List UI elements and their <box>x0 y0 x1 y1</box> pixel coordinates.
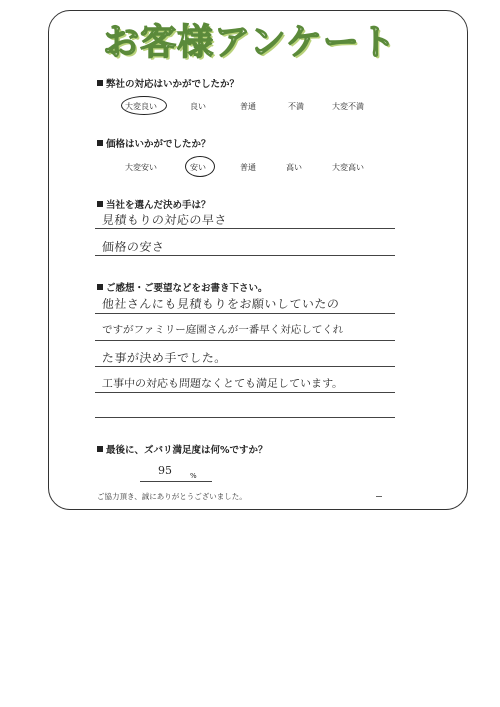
q1-option-dissatisfied[interactable]: 不満 <box>288 102 304 111</box>
q2-selected-circle <box>185 156 215 177</box>
satisfaction-rule <box>140 481 212 482</box>
bullet-square-icon <box>97 284 103 290</box>
answer-rule <box>95 392 395 393</box>
question-2-text: 価格はいかがでしたか？ <box>106 139 211 150</box>
q2-option-very-expensive[interactable]: 大変高い <box>332 163 364 172</box>
q2-option-normal[interactable]: 普通 <box>240 163 256 172</box>
q1-selected-circle <box>121 96 167 115</box>
q1-option-very-dissatisfied[interactable]: 大変不満 <box>332 102 364 111</box>
q1-option-good[interactable]: 良い <box>190 102 206 111</box>
satisfaction-unit: % <box>190 472 197 480</box>
q3-answer-line-1: 見積もりの対応の早さ <box>101 213 228 227</box>
question-5 <box>97 442 268 456</box>
q1-option-normal[interactable]: 普通 <box>240 102 256 111</box>
question-1-text: 弊社の対応はいかがでしたか？ <box>106 79 240 90</box>
corner-mark <box>376 496 382 497</box>
question-2 <box>97 136 211 150</box>
q2-option-very-cheap[interactable]: 大変安い <box>125 163 157 172</box>
thanks-message: ご協力頂き、誠にありがとうございました。 <box>97 492 247 501</box>
survey-title: お客様アンケート <box>103 22 397 63</box>
question-1 <box>97 76 239 90</box>
question-3-text: 当社を選んだ決め手は？ <box>106 200 211 211</box>
question-4-text: ご感想・ご要望などをお書き下さい。 <box>106 283 268 294</box>
question-5-text: 最後に、ズバリ満足度は何%ですか？ <box>106 445 268 456</box>
answer-rule <box>95 340 395 341</box>
question-4 <box>97 280 268 294</box>
answer-rule <box>95 313 395 314</box>
q2-option-expensive[interactable]: 高い <box>286 163 302 172</box>
q1-option-very-good[interactable]: 大変良い <box>125 102 157 111</box>
q4-answer-line-3: た事が決め手でした。 <box>101 351 228 365</box>
q4-answer-line-2: ですがファミリー庭園さんが一番早く対応してくれ <box>101 324 344 336</box>
bullet-square-icon <box>97 201 103 207</box>
answer-rule <box>95 255 395 256</box>
answer-rule <box>95 366 395 367</box>
bullet-square-icon <box>97 140 103 146</box>
answer-rule <box>95 417 395 418</box>
q3-answer-line-2: 価格の安さ <box>101 240 165 254</box>
satisfaction-value: 95 <box>158 464 172 477</box>
bullet-square-icon <box>97 446 103 452</box>
q4-answer-line-4: 工事中の対応も問題なくとても満足しています。 <box>101 377 344 390</box>
bullet-square-icon <box>97 80 103 86</box>
question-3 <box>97 197 211 211</box>
answer-rule <box>95 228 395 229</box>
q2-option-cheap[interactable]: 安い <box>190 163 206 172</box>
q4-answer-line-1: 他社さんにも見積もりをお願いしていたの <box>101 297 340 311</box>
